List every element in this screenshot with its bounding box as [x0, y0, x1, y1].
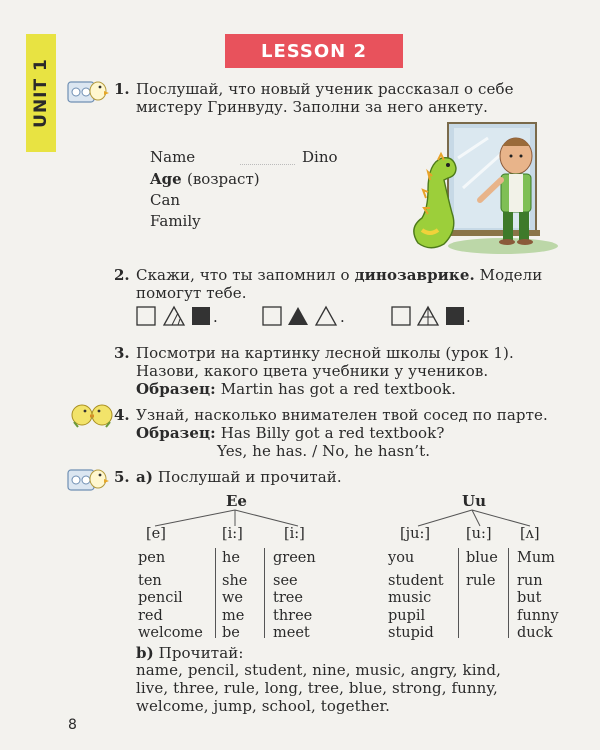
- form-name-line: [240, 164, 295, 165]
- word: red: [138, 607, 163, 624]
- exercise-4-sample: [136, 424, 445, 442]
- uu-phon-1: [ju:]: [400, 526, 431, 542]
- ee-phon-1: [e]: [146, 526, 166, 542]
- exercise-3-sample-label: Образец:: [136, 380, 216, 398]
- exercise-3-line-2: Назови, какого цвета учебники у учеников.: [136, 362, 489, 380]
- word: pen: [138, 550, 166, 566]
- uu-col-1: [388, 550, 444, 643]
- form-name-label: Name: [150, 148, 196, 166]
- word: we: [222, 590, 243, 606]
- unit-tab-label: UNIT 1: [31, 58, 51, 128]
- word: rule: [466, 572, 496, 589]
- exercise-4-line-1: Узнай, насколько внимателен твой сосед по парте.: [136, 406, 548, 424]
- shape-model-1-dot: .: [213, 308, 218, 326]
- word: run: [517, 572, 543, 589]
- uu-branch-lines: [380, 508, 580, 528]
- word: pupil: [388, 607, 426, 624]
- uu-phon-3: [ʌ]: [520, 526, 540, 542]
- exercise-2-line-1-post: Модели: [474, 266, 543, 284]
- uu-divider-1: [458, 548, 459, 638]
- ee-divider-2: [264, 548, 265, 638]
- lesson-title-text: LESSON 2: [260, 40, 368, 62]
- word: he: [222, 550, 240, 566]
- dinosaur-teacher-illustration: [408, 118, 568, 258]
- ee-col-1: [138, 550, 203, 643]
- word: you: [388, 550, 415, 566]
- pair-work-icon: [70, 400, 114, 428]
- word: pencil: [138, 590, 183, 606]
- form-age-hint: (возраст): [187, 170, 260, 188]
- lesson-title: [225, 34, 403, 68]
- word: music: [388, 590, 432, 606]
- exercise-5-b: [136, 644, 244, 662]
- word: meet: [273, 625, 310, 641]
- exercise-5-b-line-3: welcome, jump, school, together.: [136, 697, 391, 715]
- exercise-5-number: 5.: [114, 468, 130, 486]
- exercise-4-number: 4.: [114, 406, 130, 424]
- uu-phon-2: [u:]: [466, 526, 492, 542]
- exercise-5-a-text: Послушай и прочитай.: [157, 468, 342, 486]
- exercise-2-line-1-bold: динозаврике.: [354, 266, 475, 284]
- letter-ee: Ee: [226, 492, 247, 510]
- uu-col-2: [466, 550, 498, 590]
- ee-phon-2: [i:]: [222, 526, 243, 542]
- exercise-3-sample-text: Martin has got a red textbook.: [220, 380, 456, 398]
- exercise-2-line-1-pre: Скажи, что ты запомнил о: [136, 266, 355, 284]
- exercise-2-number: 2.: [114, 266, 130, 284]
- exercise-1-line-1: Послушай, что новый ученик рассказал о себе: [136, 80, 514, 98]
- word: welcome: [138, 625, 203, 641]
- form-can-label: Can: [150, 191, 181, 209]
- word: be: [222, 625, 240, 641]
- word: she: [222, 572, 248, 589]
- exercise-5-a-label: а): [136, 468, 154, 486]
- exercise-3-number: 3.: [114, 344, 130, 362]
- word: funny: [517, 607, 559, 624]
- exercise-4-sample-label: Образец:: [136, 424, 216, 442]
- exercise-5-a: [136, 468, 342, 486]
- ee-branch-lines: [140, 508, 340, 528]
- word: blue: [466, 550, 498, 566]
- exercise-1-line-2: мистеру Гринвуду. Заполни за него анкету.: [136, 98, 489, 116]
- exercise-5-b-label: b): [136, 644, 154, 662]
- word: Mum: [517, 550, 555, 566]
- form-family-label: Family: [150, 212, 201, 230]
- exercise-5-b-text: Прочитай:: [158, 644, 244, 662]
- word: see: [273, 572, 298, 589]
- word: three: [273, 607, 313, 624]
- exercise-2-line-2: помогут тебе.: [136, 284, 247, 302]
- exercise-5-b-line-2: live, three, rule, long, tree, blue, strong, funny,: [136, 679, 498, 697]
- shape-model-2-dot: .: [340, 308, 345, 326]
- word: tree: [273, 590, 303, 606]
- word: me: [222, 607, 245, 624]
- form-age-label: Age: [150, 170, 182, 188]
- listen-icon: [66, 74, 110, 108]
- ee-phon-3: [i:]: [284, 526, 305, 542]
- shape-model-2: [262, 305, 352, 329]
- shape-model-3-dot: .: [466, 308, 471, 326]
- word: duck: [517, 625, 553, 641]
- exercise-2-line-1: [136, 266, 542, 284]
- ee-divider-1: [215, 548, 216, 638]
- listen-icon-2: [66, 462, 110, 496]
- exercise-3-sample: [136, 380, 456, 398]
- exercise-1-number: 1.: [114, 80, 130, 98]
- exercise-4-answer: Yes, he has. / No, he hasn’t.: [217, 442, 431, 460]
- exercise-4-sample-text: Has Billy got a red textbook?: [220, 424, 445, 442]
- form-name-value: Dino: [302, 148, 338, 166]
- uu-divider-2: [508, 548, 509, 638]
- ee-col-2: [222, 550, 247, 643]
- ee-col-3: [273, 550, 316, 643]
- word: but: [517, 590, 542, 606]
- exercise-3-line-1: Посмотри на картинку лесной школы (урок 1).: [136, 344, 514, 362]
- uu-col-3: [517, 550, 559, 643]
- word: ten: [138, 572, 162, 589]
- unit-tab: [26, 34, 56, 152]
- word: stupid: [388, 625, 434, 641]
- page-number: 8: [68, 717, 77, 733]
- exercise-5-b-line-1: name, pencil, student, nine, music, angry, kind,: [136, 661, 501, 679]
- word: student: [388, 572, 444, 589]
- word: green: [273, 550, 316, 566]
- letter-uu: Uu: [462, 492, 486, 510]
